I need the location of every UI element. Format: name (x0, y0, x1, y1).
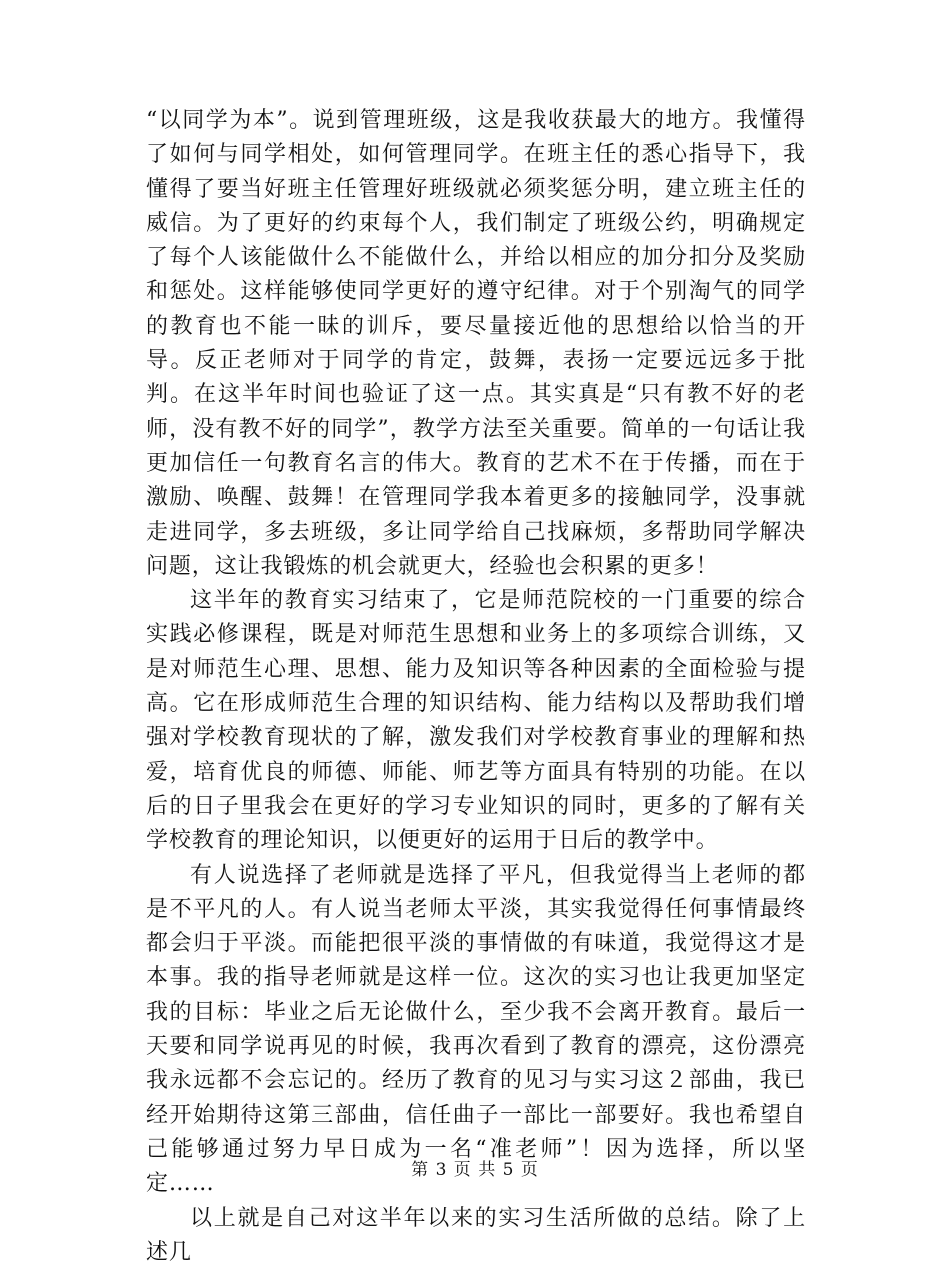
paragraph-class-management: “以同学为本”。说到管理班级，这是我收获最大的地方。我懂得了如何与同学相处，如何管理同学。在班主任的悉心指导下，我懂得了要当好班主任管理好班级就必须奖惩分明，建立班主任的威信。为了更好的约束每个人，我们制定了班级公约，明确规定了每个人该能做什么不能做什么，并给以相应的加分扣分及奖励和惩处。这样能够使同学更好的遵守纪律。对于个别淘气的同学的教育也不能一昧的训斥，要尽量接近他的思想给以恰当的开导。反正老师对于同学的肯定，鼓舞，表扬一定要远远多于批判。在这半年时间也验证了这一点。其实真是“只有教不好的老师，没有教不好的同学”，教学方法至关重要。简单的一句话让我更加信任一句教育名言的伟大。教育的艺术不在于传播，而在于激励、唤醒、鼓舞！在管理同学我本着更多的接触同学，没事就走进同学，多去班级，多让同学给自己找麻烦，多帮助同学解决问题，这让我锻炼的机会就更大，经验也会积累的更多！ (146, 104, 806, 584)
page-number-footer: 第 3 页 共 5 页 (0, 1155, 950, 1180)
paragraph-internship-summary: 这半年的教育实习结束了，它是师范院校的一门重要的综合实践必修课程，既是对师范生思想和业务上的多项综合训练，又是对师范生心理、思想、能力及知识等各种因素的全面检验与提高。它在形成师范生合理的知识结构、能力结构以及帮助我们增强对学校教育现状的了解，激发我们对学校教育事业的理解和热爱，培育优良的师德、师能、师艺等方面具有特别的功能。在以后的日子里我会在更好的学习专业知识的同时，更多的了解有关学校教育的理论知识，以便更好的运用于日后的教学中。 (146, 584, 806, 858)
paragraph-teacher-reflection: 有人说选择了老师就是选择了平凡，但我觉得当上老师的都是不平凡的人。有人说当老师太平淡，其实我觉得任何事情最终都会归于平淡。而能把很平淡的事情做的有味道，我觉得这才是本事。我的指导老师就是这样一位。这次的实习也让我更加坚定我的目标：毕业之后无论做什么，至少我不会离开教育。最后一天要和同学说再见的时候，我再次看到了教育的漂亮，这份漂亮我永远都不会忘记的。经历了教育的见习与实习这２部曲，我已经开始期待这第三部曲，信任曲子一部比一部要好。我也希望自己能够通过努力早日成为一名“准老师”！因为选择，所以坚定…… (146, 859, 806, 1202)
paragraph-conclusion-start: 以上就是自己对这半年以来的实习生活所做的总结。除了上述几 (146, 1202, 806, 1270)
document-body (146, 104, 806, 1270)
